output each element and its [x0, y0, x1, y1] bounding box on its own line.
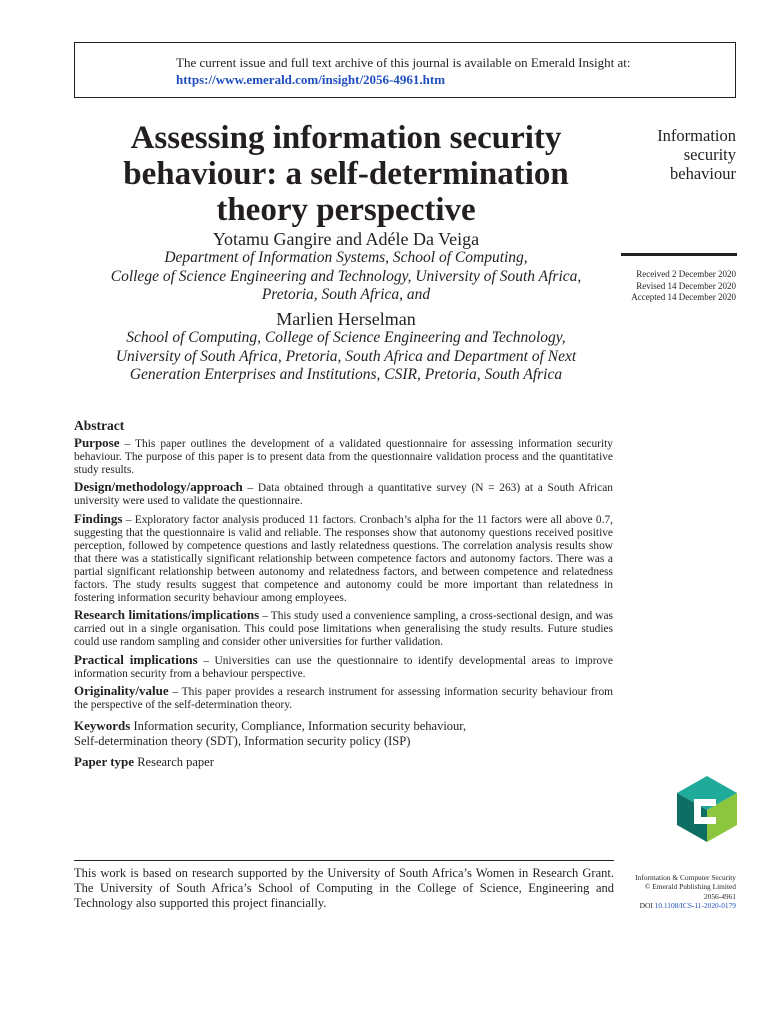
affiliation-2-line-1: School of Computing, College of Science Engineering and Technology, [126, 329, 566, 346]
abstract-heading: Abstract [74, 418, 125, 433]
running-head-line-2: security [683, 145, 736, 164]
submission-dates [631, 269, 736, 304]
journal-issn: 2056-4961 [703, 891, 736, 901]
emerald-logo-icon [676, 775, 738, 843]
keywords-line-1: Information security, Compliance, Information security behaviour, [130, 718, 467, 733]
running-head-line-1: Information [657, 126, 736, 145]
title-line-2: behaviour: a self-determination [123, 156, 569, 192]
revised-date: Revised 14 December 2020 [636, 280, 736, 291]
practical-text: – Universities can use the questionnaire to identify developmental areas to improve information security from a behaviour perspective. [74, 654, 613, 680]
affiliation-1-line-3: Pretoria, South Africa, and [261, 286, 431, 303]
paper-type [74, 755, 613, 769]
funding-footnote: This work is based on research supported by the University of South Africa’s Women in Research Grant. The University of South Africa’s School of Computing in the College of Science, Engineering and Technology also supported this project financially. [74, 866, 614, 910]
limitations-text: – This study used a convenience sampling, a cross-sectional design, and was carried out in a single organisation. This could pose limitations when generalising the study results. Future studies could use random sampling and consider other universities for further validation. [74, 610, 613, 649]
doi-prefix: DOI [639, 900, 655, 910]
authors-line-1: Yotamu Gangire and Adéle Da Veiga [212, 229, 480, 249]
paper-type-text: Research paper [134, 754, 214, 769]
title-line-1: Assessing information security [130, 120, 562, 156]
originality-label: Originality/value [74, 682, 169, 698]
abstract-purpose [74, 436, 613, 477]
paper-title [74, 120, 618, 228]
access-notice-box [74, 42, 736, 98]
affiliation-2 [74, 329, 618, 385]
journal-info [635, 873, 736, 910]
accepted-date: Accepted 14 December 2020 [631, 292, 736, 302]
received-date: Received 2 December 2020 [636, 269, 736, 279]
abstract-section [74, 419, 613, 772]
purpose-label: Purpose [74, 435, 120, 451]
purpose-text: – This paper outlines the development of a validated questionnaire for assessing information security behaviour. The purpose of this paper is to present data from the questionnaire validation process and the quantitative study results. [74, 438, 613, 477]
journal-doi [635, 901, 736, 910]
findings-label: Findings [74, 510, 123, 526]
affiliation-1-line-2: College of Science Engineering and Technology, University of South Africa, [110, 267, 582, 285]
limitations-label: Research limitations/implications [74, 607, 260, 623]
abstract-originality [74, 684, 613, 712]
keywords [74, 718, 613, 750]
practical-label: Practical implications [74, 651, 198, 667]
journal-name: Information & Computer Security [635, 873, 736, 882]
keywords-line-2: Self-determination theory (SDT), Information security policy (ISP) [74, 734, 411, 749]
footnote-rule [74, 860, 614, 861]
findings-text: – Exploratory factor analysis produced 11 factors. Cronbach’s alpha for the 11 factors were all above 0.7, suggesting that the questionnaire is valid and reliable. The responses show that autonomy questions received positive perception, followed by competence questions and lastly relatedness questions. The correlation analysis results show that there was a statistically significant relationship between competence factors and autonomy factors. There was a partial significant relationship between autonomy and relatedness factors, and between competence and relatedness factors. The study results suggest that competence and autonomy could be more important than relatedness in fostering information security behaviour among employees. [74, 513, 613, 605]
running-head-line-3: behaviour [670, 164, 736, 183]
journal-publisher: © Emerald Publishing Limited [644, 882, 736, 892]
abstract-findings [74, 512, 613, 606]
side-rule [621, 253, 737, 256]
affiliation-2-line-3: Generation Enterprises and Institutions, CSIR, Pretoria, South Africa [129, 366, 563, 383]
originality-text: – This paper provides a research instrument for assessing information security behaviour from the perspective of the self-determination theory. [74, 685, 613, 711]
running-head [657, 126, 736, 183]
affiliation-1 [74, 249, 618, 305]
design-label: Design/methodology/approach [74, 479, 243, 495]
keywords-label: Keywords [74, 717, 131, 733]
affiliation-1-line-1: Department of Information Systems, School of Computing, [164, 249, 528, 266]
abstract-design [74, 480, 613, 508]
affiliation-2-line-2: University of South Africa, Pretoria, South Africa and Department of Next [115, 347, 577, 365]
design-text: – Data obtained through a quantitative survey (N = 263) at a South African university were used to validate the questionnaire. [74, 482, 613, 508]
title-line-3: theory perspective [216, 192, 476, 228]
abstract-limitations [74, 608, 613, 649]
doi-link[interactable]: 10.1108/ICS-11-2020-0179 [654, 900, 736, 910]
authors-line-2: Marlien Herselman [276, 309, 416, 329]
journal-url-link[interactable]: https://www.emerald.com/insight/2056-4961.htm [176, 72, 446, 87]
access-notice-text: The current issue and full text archive of this journal is available on Emerald Insight at: [176, 55, 631, 70]
paper-type-label: Paper type [74, 753, 135, 769]
abstract-practical [74, 653, 613, 681]
